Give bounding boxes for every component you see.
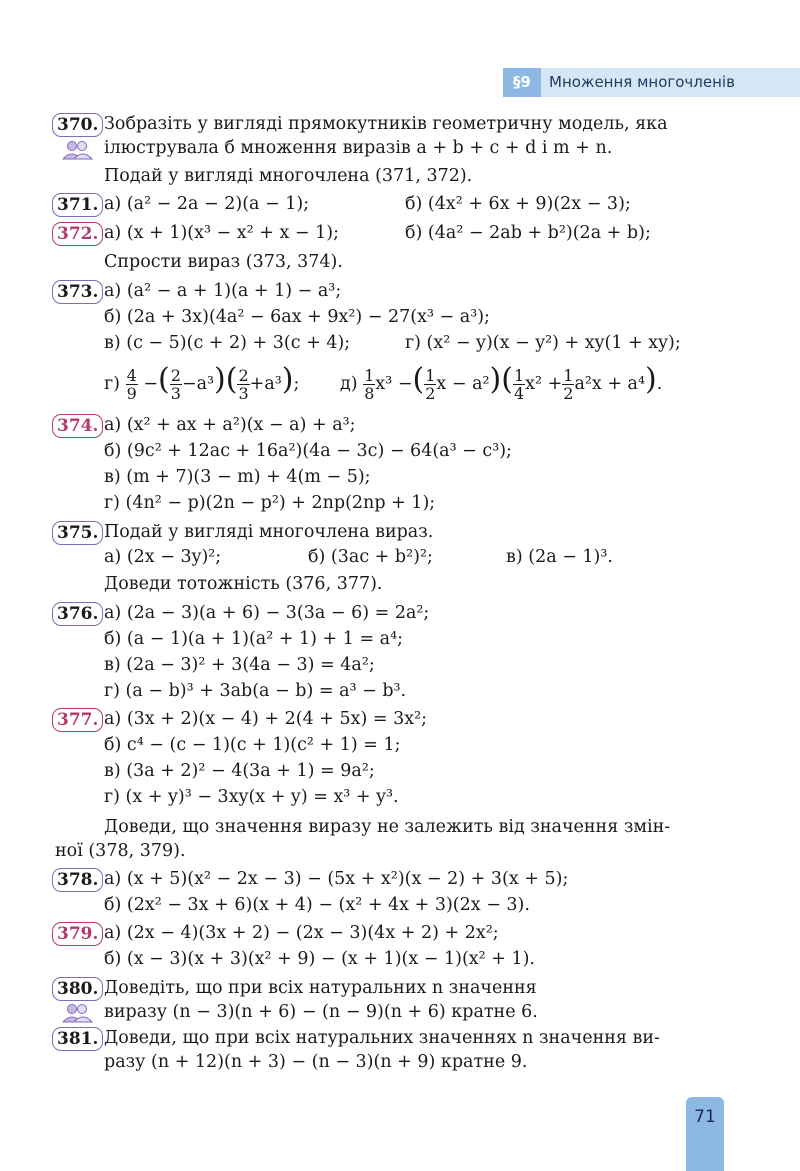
page-number: 71 — [686, 1097, 724, 1171]
problem-item: г) (x² − y)(x − y²) + xy(1 + xy); — [405, 333, 681, 353]
group-work-icon — [60, 140, 94, 160]
problem-item: г) (x + y)³ − 3xy(x + y) = x³ + y³. — [104, 787, 399, 807]
problem-number: 376. — [52, 602, 103, 626]
section-header — [503, 68, 800, 97]
problem-number: 375. — [52, 521, 103, 545]
instruction: Доведи, що значення виразу не залежить від значення змін- — [104, 817, 671, 837]
problem-number: 379. — [52, 922, 103, 946]
problem-text: Подай у вигляді многочлена вираз. — [104, 522, 434, 542]
problem-item-a: а) (x + 1)(x³ − x² + x − 1); — [104, 223, 339, 243]
problem-item: а) (x + 5)(x² − 2x − 3) − (5x + x²)(x − 2) + 3(x + 5); — [104, 869, 569, 889]
section-title: Множення многочленів — [549, 73, 735, 91]
problem-item: в) (2a − 1)³. — [506, 547, 613, 567]
problem-item-b: б) (4x² + 6x + 9)(2x − 3); — [405, 194, 631, 214]
problem-item: а) (2x − 4)(3x + 2) − (2x − 3)(4x + 2) + 2x²; — [104, 923, 499, 943]
problem-item: а) (2x − 3y)²; — [104, 547, 222, 567]
problem-item: в) (2a − 3)² + 3(4a − 3) = 4a²; — [104, 655, 375, 675]
problem-text: виразу (n − 3)(n + 6) − (n − 9)(n + 6) кратне 6. — [104, 1002, 538, 1022]
problem-text: Зобразіть у вигляді прямокутників геометричну модель, яка — [104, 114, 668, 134]
problem-item: б) (2x² − 3x + 6)(x + 4) − (x² + 4x + 3)(2x − 3). — [104, 895, 530, 915]
instruction: Спрости вираз (373, 374). — [104, 252, 343, 272]
problem-item: г) (4n² − p)(2n − p²) + 2np(2np + 1); — [104, 493, 436, 513]
problem-item: б) (3ac + b²)²; — [308, 547, 433, 567]
instruction: ної (378, 379). — [55, 841, 186, 861]
problem-number: 378. — [52, 868, 103, 892]
problem-number: 381. — [52, 1027, 103, 1051]
problem-item: б) (a − 1)(a + 1)(a² + 1) + 1 = a⁴; — [104, 629, 404, 649]
problem-item: в) (c − 5)(c + 2) + 3(c + 4); — [104, 333, 351, 353]
section-number: §9 — [503, 68, 541, 97]
problem-item: а) (a² − a + 1)(a + 1) − a³; — [104, 281, 342, 301]
problem-item-fraction-d: д) $\frac{1}{8}$ x³ −( $\frac{1}{2}$ x − a²)( $\frac{1}{4}$ x² + $\frac{1}{2}$ a²x + a⁴). — [340, 362, 663, 403]
problem-item: б) (2a + 3x)(4a² − 6ax + 9x²) − 27(x³ − a³); — [104, 307, 490, 327]
problem-item: г) (a − b)³ + 3ab(a − b) = a³ − b³. — [104, 681, 407, 701]
problem-number: 371. — [52, 193, 103, 217]
problem-item: а) (x² + ax + a²)(x − a) + a³; — [104, 415, 356, 435]
instruction: Доведи тотожність (376, 377). — [104, 574, 383, 594]
problem-item-fraction-g: г) $\frac{4}{9}$ −( $\frac{2}{3}$ −a³)( $\frac{2}{3}$ +a³); — [104, 362, 300, 403]
problem-number: 377. — [52, 708, 103, 732]
problem-text: ілюструвала б множення виразів a + b + c + d і m + n. — [104, 138, 613, 158]
problem-item: в) (3a + 2)² − 4(3a + 1) = 9a²; — [104, 761, 375, 781]
problem-number: 372. — [52, 222, 103, 246]
problem-text: Доведіть, що при всіх натуральних n значення — [104, 978, 537, 998]
problem-text: разу (n + 12)(n + 3) − (n − 3)(n + 9) кратне 9. — [104, 1052, 528, 1072]
problem-number: 370. — [52, 113, 103, 137]
problem-item-a: а) (a² − 2a − 2)(a − 1); — [104, 194, 310, 214]
problem-item: б) (9c² + 12ac + 16a²)(4a − 3c) − 64(a³ − c³); — [104, 441, 512, 461]
problem-number: 373. — [52, 280, 103, 304]
problem-text: Доведи, що при всіх натуральних значеннях n значення ви- — [104, 1028, 660, 1048]
problem-item: в) (m + 7)(3 − m) + 4(m − 5); — [104, 467, 371, 487]
problem-item: а) (2a − 3)(a + 6) − 3(3a − 6) = 2a²; — [104, 603, 430, 623]
problem-item: а) (3x + 2)(x − 4) + 2(4 + 5x) = 3x²; — [104, 709, 428, 729]
problem-item: б) c⁴ − (c − 1)(c + 1)(c² + 1) = 1; — [104, 735, 401, 755]
problem-item: б) (x − 3)(x + 3)(x² + 9) − (x + 1)(x − 1)(x² + 1). — [104, 949, 535, 969]
instruction: Подай у вигляді многочлена (371, 372). — [104, 166, 473, 186]
problem-item-b: б) (4a² − 2ab + b²)(2a + b); — [405, 223, 651, 243]
problem-number: 380. — [52, 977, 103, 1001]
problem-number: 374. — [52, 414, 103, 438]
group-work-icon — [60, 1003, 94, 1023]
